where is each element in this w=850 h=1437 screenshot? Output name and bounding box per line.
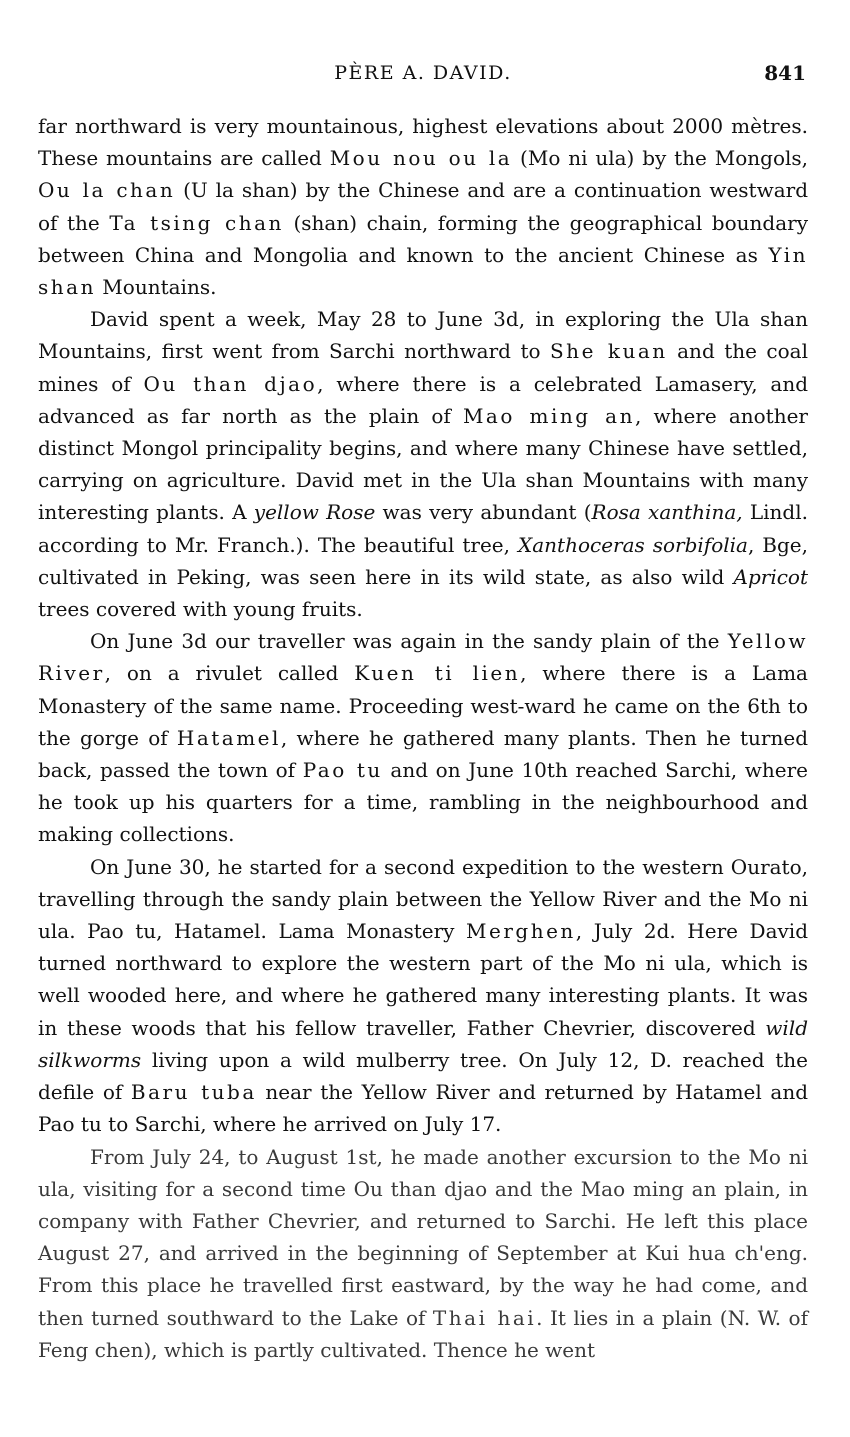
text-run: near the Yellow River and returned by Hatamel and Pao tu to Sarchi, where he arrived on July 17.: [38, 1080, 809, 1137]
place-name: Mao ming an: [462, 403, 635, 428]
paragraph: [38, 110, 808, 303]
place-name: Ta tsing chan: [109, 210, 284, 235]
text-run: , Bge, cultivated in Peking, was seen here in its wild state, as also wild: [38, 532, 808, 589]
place-name: Ou la chan: [38, 178, 176, 203]
text-run: Mountains.: [95, 275, 217, 300]
text-run: (Mo ni ula) by the Mongols,: [512, 146, 809, 171]
italic-term: Rosa xanthina,: [591, 500, 743, 525]
place-name: Mou nou ou la: [329, 146, 513, 171]
page-number: 841: [764, 61, 806, 85]
place-name: Ou than djao: [143, 371, 318, 396]
place-name: Baru tuba: [130, 1080, 257, 1105]
text-run: , where another distinct Mongol principality begins, and where many Chinese have settled, carrying on agriculture. David met in the Ula shan Mountains with many interesting plants. A: [38, 403, 808, 525]
text-run: On June 3d our traveller was again in the sandy plain of the: [90, 629, 728, 654]
paragraph: [38, 1141, 808, 1366]
text-run: , where he gathered many plants. Then he turned back, passed the town of: [38, 725, 809, 783]
text-run: , on a rivulet called: [104, 661, 355, 686]
text-run: and on June 10th reached Sarchi, where he took up his quarters for a time, rambling in the neighbourhood and making collections.: [38, 758, 808, 847]
text-run: , where there is a Lama Monastery of the same name. Proceeding west-ward he came on the 6th to the gorge of: [38, 661, 808, 750]
italic-term: Xanthoceras sorbifolia: [517, 532, 748, 557]
running-head: [38, 58, 808, 88]
place-name: Yin shan: [38, 242, 808, 300]
text-run: and the coal mines of: [38, 339, 808, 396]
running-title: PÈRE A. DAVID.: [334, 62, 512, 84]
italic-term: wild silkworms: [38, 1015, 808, 1072]
place-name: She kuan: [549, 339, 668, 364]
place-name: Kuen ti lien: [354, 661, 521, 686]
text-run: . It lies in a plain (N. W. of Feng chen), which is partly cultivated. Thence he went: [38, 1305, 808, 1362]
place-name: Pao tu: [302, 758, 383, 783]
text-run: (U la shan) by the Chinese and are a continuation westward of the: [38, 178, 809, 235]
place-name: Merghen: [466, 919, 576, 944]
text-run: was very abundant (: [375, 500, 592, 525]
text-run: , July 2d. Here David turned northward to explore the western part of the Mo ni ula, which is well wooded here, and where he gathered many interesting plants. It was in these woods that his fellow traveller, Father Chevrier, discovered: [38, 919, 808, 1040]
text-run: (shan) chain, forming the geographical boundary between China and Mongolia and known to the ancient Chinese as: [38, 210, 808, 267]
text-run: Lindl. according to Mr. Franch.). The beautiful tree,: [38, 500, 808, 557]
text-run: living upon a wild mulberry tree. On July 12, D. reached the defile of: [38, 1047, 808, 1105]
place-name: Yellow River: [38, 629, 808, 686]
text-run: On June 30, he started for a second expedition to the western Ourato, travelling through the sandy plain between the Yellow River and the Mo ni ula. Pao tu, Hatamel. Lama Monastery: [38, 854, 808, 944]
paragraph: [38, 625, 808, 850]
text-run: trees covered with young fruits.: [38, 597, 363, 622]
italic-term: Apricot: [733, 564, 808, 589]
text-run: From July 24, to August 1st, he made another excursion to the Mo ni ula, visiting for a second time Ou than djao and the Mao ming an plain, in company with Father Chevrier, and returned to Sarchi. He left this place August 27, and arrived in the beginning of September at Kui hua ch'eng. From this place he travelled first eastward, by the way he had come, and then turned southward to the Lake of: [38, 1144, 808, 1330]
place-name: Thai hai: [432, 1305, 537, 1330]
text-run: , where there is a celebrated Lamasery, and advanced as far north as the plain of: [38, 371, 809, 428]
paragraph: [38, 303, 808, 625]
text-run: David spent a week, May 28 to June 3d, in exploring the Ula shan Mountains, first went from Sarchi northward to: [38, 307, 808, 364]
text-run: far northward is very mountainous, highest elevations about 2000 mètres. These mountains are called: [38, 114, 808, 171]
place-name: Hatamel: [176, 725, 281, 750]
paragraph: [38, 851, 808, 1141]
italic-term: yellow Rose: [253, 500, 376, 525]
body-text: [38, 110, 808, 1366]
